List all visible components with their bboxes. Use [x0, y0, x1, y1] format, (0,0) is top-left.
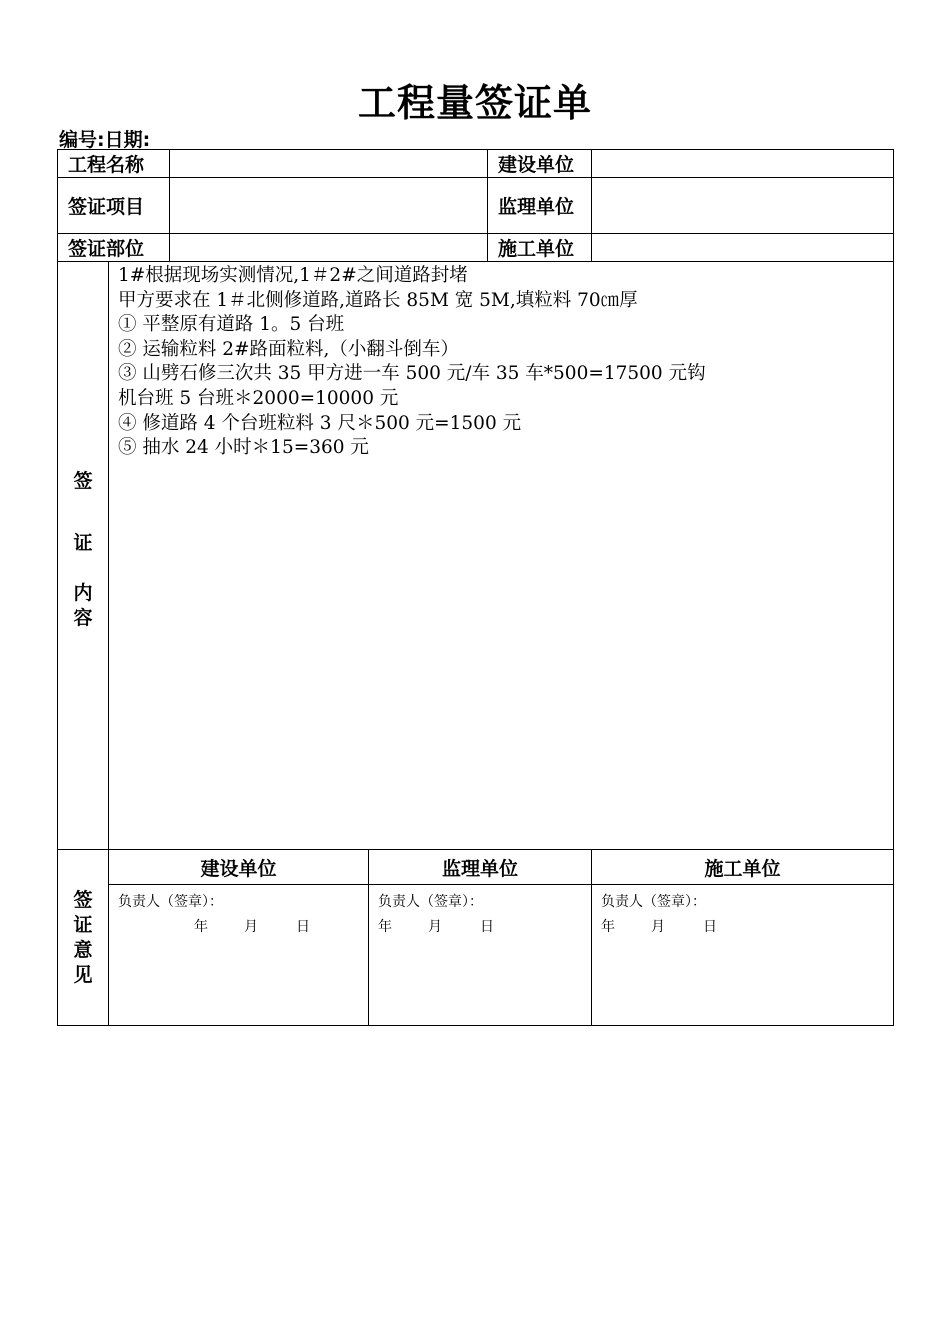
signer-label: 负责人（签章）：: [378, 894, 484, 910]
visa-location-field[interactable]: [170, 234, 488, 262]
visa-item-field[interactable]: [170, 178, 488, 234]
date-year: 年: [601, 919, 616, 935]
side-char: 内: [73, 582, 93, 604]
visa-opinion-side-label: [58, 850, 109, 1026]
content-line: ① 平整原有道路 1。5 台班: [118, 314, 345, 336]
construction-unit-field[interactable]: [592, 150, 894, 178]
date-month: 月: [651, 919, 666, 935]
contractor-unit-label: 施工单位: [488, 234, 592, 262]
signer-label: 负责人（签章）：: [118, 894, 223, 910]
content-line: ④ 修道路 4 个台班粒料 3 尺＊500 元=1500 元: [118, 412, 522, 434]
opinion-construction-unit-heading: 建设单位: [109, 850, 369, 885]
row-opinion-header: [58, 850, 894, 885]
visa-content-body[interactable]: [109, 262, 894, 850]
opinion-supervision-unit-sign-area[interactable]: [369, 885, 592, 1026]
content-line: 机台班 5 台班＊2000=10000 元: [118, 387, 399, 409]
sign-date: [118, 915, 368, 940]
visa-item-label: 签证项目: [58, 178, 170, 234]
side-char: 意: [73, 938, 93, 961]
supervision-unit-field[interactable]: [592, 178, 894, 234]
row-visa-item: [58, 178, 894, 234]
side-char: 签: [73, 888, 93, 911]
construction-unit-label: 建设单位: [488, 150, 592, 178]
opinion-supervision-unit-heading: 监理单位: [369, 850, 592, 885]
sign-date: [601, 915, 893, 940]
row-visa-content: [58, 262, 894, 850]
side-char: 证: [73, 913, 93, 936]
date-month: 月: [244, 919, 258, 935]
document-title: 工程量签证单: [357, 81, 592, 125]
row-visa-location: [58, 234, 894, 262]
date-month: 月: [428, 919, 443, 935]
opinion-construction-unit-sign-area[interactable]: [109, 885, 369, 1026]
row-project-name: [58, 150, 894, 178]
visa-form-table: [57, 149, 894, 1026]
signer-label: 负责人（签章）：: [601, 894, 707, 910]
side-char: 见: [73, 963, 93, 986]
side-char: 证: [73, 532, 93, 554]
date-day: 日: [296, 919, 310, 935]
content-line: ⑤ 抽水 24 小时＊15=360 元: [118, 437, 369, 459]
side-char: 签: [73, 470, 93, 492]
project-name-label: 工程名称: [58, 150, 170, 178]
date-year: 年: [378, 919, 393, 935]
opinion-contractor-unit-sign-area[interactable]: [592, 885, 894, 1026]
side-char: 容: [73, 607, 93, 629]
content-line: ② 运输粒料 2#路面粒料,（小翻斗倒车）: [118, 338, 459, 360]
date-day: 日: [480, 919, 495, 935]
sign-date: [378, 915, 591, 940]
row-opinion-body: [58, 885, 894, 1026]
content-line: ③ 山劈石修三次共 35 甲方进一车 500 元/车 35 车*500=17500 元钩: [118, 363, 706, 385]
visa-content-side-label: [58, 262, 109, 850]
content-line: 1#根据现场实测情况,1＃2#之间道路封堵: [118, 265, 468, 286]
project-name-field[interactable]: [170, 150, 488, 178]
number-date-label: 编号:日期:: [59, 129, 151, 151]
date-day: 日: [703, 919, 718, 935]
contractor-unit-field[interactable]: [592, 234, 894, 262]
content-line: 甲方要求在 1＃北侧修道路,道路长 85M 宽 5M,填粒料 70㎝厚: [118, 289, 638, 311]
visa-location-label: 签证部位: [58, 234, 170, 262]
opinion-contractor-unit-heading: 施工单位: [592, 850, 894, 885]
date-year: 年: [194, 919, 208, 935]
supervision-unit-label: 监理单位: [488, 178, 592, 234]
